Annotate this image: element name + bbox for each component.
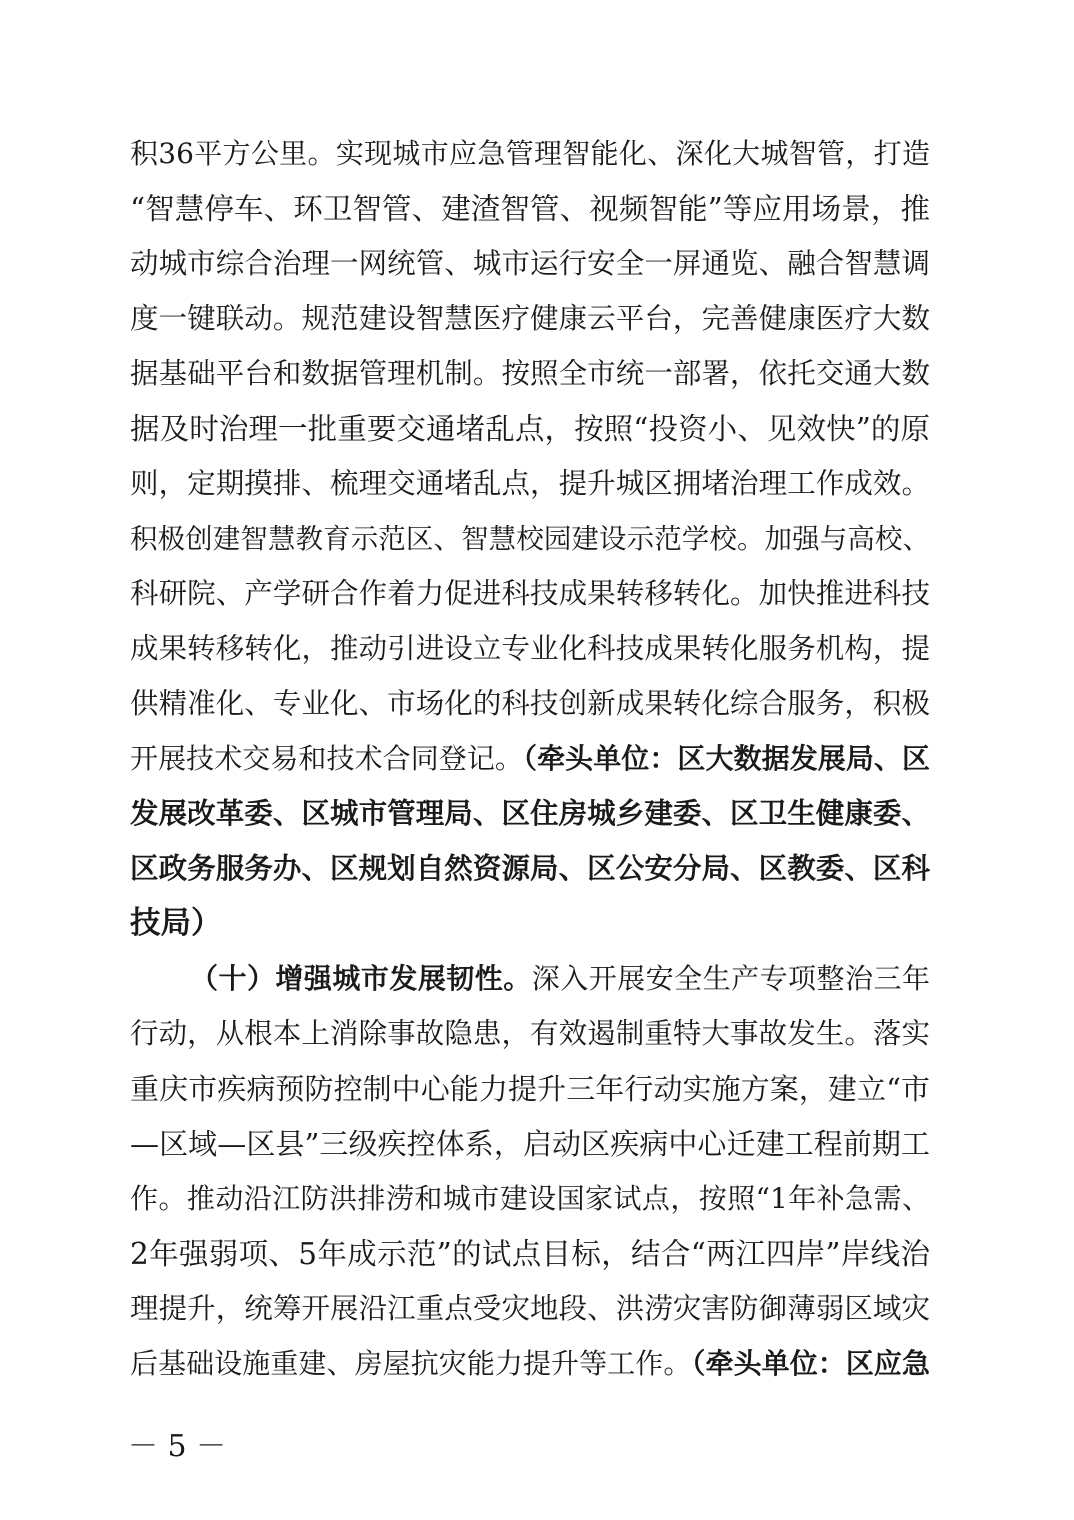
text-line: [130, 134, 930, 174]
text-segment: —区域—区县”三级疾控体系，启动区疾病中心迁建工程前期工: [130, 1127, 930, 1161]
text-line: [130, 1344, 930, 1384]
text-line: [130, 849, 930, 889]
text-segment: 理提升，统筹开展沿江重点受灾地段、洪涝灾害防御薄弱区域灾: [130, 1292, 930, 1325]
text-segment: 成果转移转化，推动引进设立专业化科技成果转化服务机构，提: [130, 632, 930, 665]
text-segment: 动城市综合治理一网统管、城市运行安全一屏通览、融合智慧调: [130, 247, 930, 280]
text-line: [130, 574, 930, 614]
text-line: [130, 1014, 930, 1054]
text-segment: 据及时治理一批重要交通堵乱点，按照“投资小、见效快”的原: [130, 412, 930, 446]
text-line: [130, 629, 930, 669]
text-segment: 积36平方公里。实现城市应急管理智能化、深化大城智管，打造: [130, 137, 930, 170]
text-segment: 开展技术交易和技术合同登记。: [130, 742, 523, 775]
lead-unit-text: （牵头单位：区大数据发展局、区: [523, 742, 930, 775]
section-heading: （十）增强城市发展韧性。: [190, 962, 532, 995]
text-segment: “智慧停车、环卫智管、建渣智管、视频智能”等应用场景，推: [130, 192, 930, 226]
text-segment: 深入开展安全生产专项整治三年: [531, 962, 930, 995]
text-line: [130, 519, 930, 559]
text-segment: 重庆市疾病预防控制中心能力提升三年行动实施方案，建立“市: [130, 1072, 930, 1106]
text-line: [130, 189, 930, 229]
text-line: [130, 1289, 930, 1329]
text-segment: 2年强弱项、5年成示范”的试点目标，结合“两江四岸”岸线治: [130, 1237, 930, 1271]
lead-unit-text: 技局）: [130, 906, 222, 941]
text-line: [130, 1234, 930, 1274]
text-line: [130, 299, 930, 339]
text-line: [130, 464, 930, 504]
text-line: [130, 354, 930, 394]
text-segment: 据基础平台和数据管理机制。按照全市统一部署，依托交通大数: [130, 357, 930, 390]
text-line: [130, 409, 930, 449]
page-number: － 5 －: [128, 1429, 227, 1464]
text-segment: 作。推动沿江防洪排涝和城市建设国家试点，按照“1年补急需、: [130, 1182, 930, 1215]
text-line: [130, 904, 222, 944]
text-segment: 后基础设施重建、房屋抗灾能力提升等工作。: [130, 1347, 692, 1380]
text-line: [130, 794, 930, 834]
text-segment: 行动，从根本上消除事故隐患，有效遏制重特大事故发生。落实: [130, 1017, 930, 1050]
lead-unit-text: （牵头单位：区应急: [691, 1347, 930, 1380]
text-line: [130, 739, 930, 779]
text-segment: 科研院、产学研合作着力促进科技成果转移转化。加快推进科技: [130, 577, 930, 610]
text-segment: 积极创建智慧教育示范区、智慧校园建设示范学校。加强与高校、: [130, 523, 930, 555]
text-segment: 度一键联动。规范建设智慧医疗健康云平台，完善健康医疗大数: [130, 302, 930, 335]
text-line: [130, 244, 930, 284]
text-line: [130, 1124, 930, 1164]
lead-unit-text: 区政务服务办、区规划自然资源局、区公安分局、区教委、区科: [130, 852, 930, 885]
lead-unit-text: 发展改革委、区城市管理局、区住房城乡建委、区卫生健康委、: [130, 797, 930, 830]
text-line: [130, 684, 930, 724]
text-segment: 供精准化、专业化、市场化的科技创新成果转化综合服务，积极: [130, 687, 930, 720]
text-line: [130, 1179, 930, 1219]
text-line: [190, 959, 930, 999]
text-line: [130, 1069, 930, 1109]
text-segment: 则，定期摸排、梳理交通堵乱点，提升城区拥堵治理工作成效。: [130, 467, 930, 500]
